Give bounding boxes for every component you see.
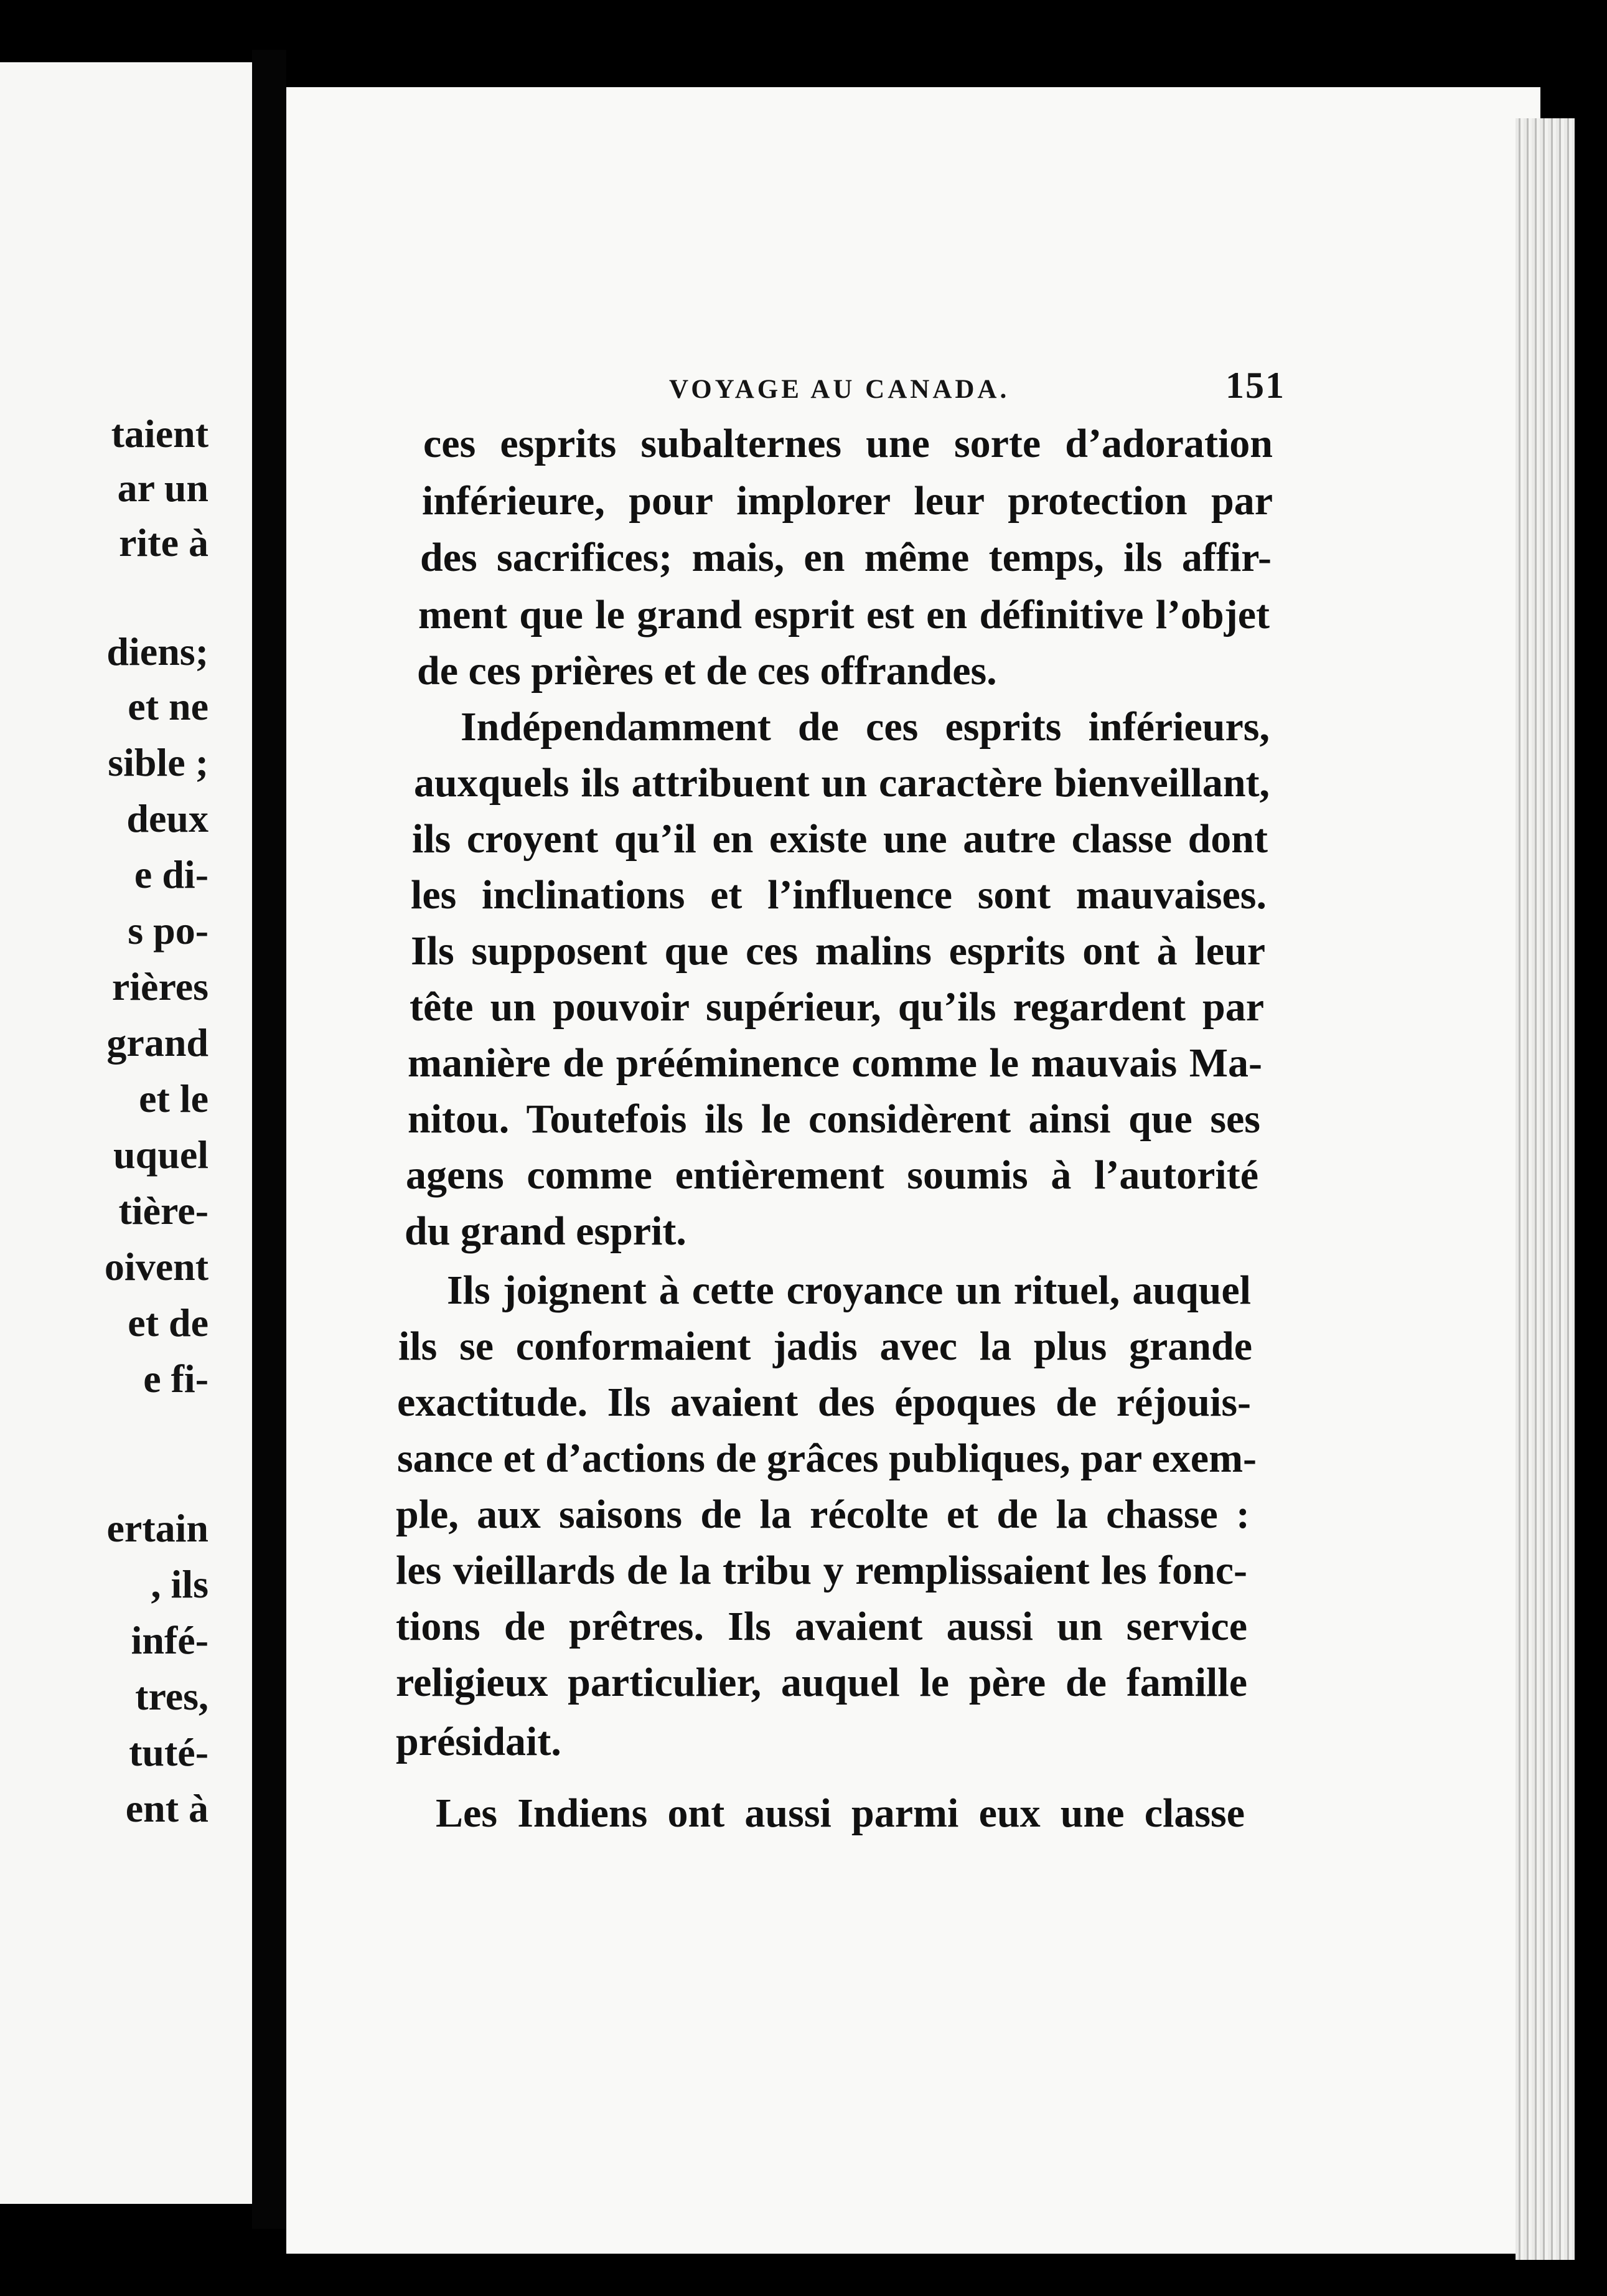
text-line: ils se conformaient jadis avec la plus grande: [398, 1324, 1252, 1369]
left-page-line: et le: [139, 1076, 208, 1121]
left-page-line: sible ;: [108, 740, 208, 784]
left-page-line: s po-: [128, 908, 208, 953]
left-page-line: tuté-: [129, 1730, 208, 1774]
left-page-line: et de: [128, 1301, 208, 1345]
page-edge-stack: [1516, 118, 1575, 2260]
text-line: ils croyent qu’il en existe une autre classe dont: [412, 816, 1268, 862]
page-header: [669, 364, 1285, 407]
text-line: Les Indiens ont aussi parmi eux une classe: [436, 1790, 1245, 1836]
left-page-line: ertain: [106, 1506, 208, 1550]
text-line: ple, aux saisons de la récolte et de la chasse :: [396, 1492, 1250, 1537]
book-gutter: [252, 50, 286, 2229]
left-page-line: tres,: [135, 1674, 208, 1718]
left-page-line: e fi-: [143, 1357, 208, 1401]
left-page-line: tière-: [118, 1188, 208, 1233]
left-page-line: rières: [111, 964, 208, 1009]
left-page-line: infé-: [131, 1618, 208, 1662]
running-title: VOYAGE AU CANADA.: [669, 375, 1010, 404]
left-page-line: grand: [106, 1020, 208, 1065]
text-line: des sacrifices; mais, en même temps, ils affir-: [420, 535, 1272, 580]
text-line: agens comme entièrement soumis à l’autorité: [406, 1152, 1258, 1198]
left-page-line: uquel: [113, 1132, 208, 1177]
left-page-line: deux: [126, 796, 208, 840]
text-line: exactitude. Ils avaient des époques de réjouis-: [397, 1380, 1251, 1425]
text-line: auxquels ils attribuent un caractère bienveillant,: [414, 760, 1270, 806]
text-line: les vieillards de la tribu y remplissaient les fonc-: [396, 1548, 1247, 1593]
text-line: ces esprits subalternes une sorte d’adoration: [423, 421, 1273, 466]
left-facing-page: [0, 62, 252, 2204]
page-number: 151: [1225, 365, 1285, 406]
left-page-line: ent à: [125, 1786, 208, 1830]
text-line: du grand esprit.: [405, 1208, 686, 1254]
left-page-line: taient: [111, 412, 208, 456]
text-line: manière de prééminence comme le mauvais Ma-: [408, 1040, 1262, 1086]
text-line: tête un pouvoir supérieur, qu’ils regardent par: [410, 984, 1264, 1030]
text-line: les inclinations et l’influence sont mauvaises.: [411, 872, 1267, 918]
text-line: nitou. Toutefois ils le considèrent ainsi que ses: [408, 1096, 1260, 1142]
text-line: sance et d’actions de grâces publiques, par exem-: [397, 1436, 1257, 1481]
text-line: Indépendamment de ces esprits inférieurs,: [461, 704, 1270, 750]
text-line: ment que le grand esprit est en définitive l’objet: [418, 592, 1270, 638]
text-line: présidait.: [396, 1719, 561, 1764]
left-page-line: diens;: [106, 629, 208, 674]
text-line: inférieure, pour implorer leur protection par: [422, 478, 1273, 524]
text-line: tions de prêtres. Ils avaient aussi un service: [396, 1604, 1247, 1649]
text-line: Ils supposent que ces malins esprits ont à leur: [411, 928, 1265, 974]
text-line: religieux particulier, auquel le père de famille: [396, 1660, 1247, 1705]
left-page-line: , ils: [151, 1562, 208, 1606]
left-page-line: e di-: [134, 852, 208, 896]
left-page-line: oivent: [104, 1244, 208, 1289]
left-page-line: rite à: [119, 520, 208, 565]
left-page-line: et ne: [128, 684, 208, 728]
text-line: de ces prières et de ces offrandes.: [417, 648, 997, 694]
left-page-line: ar un: [117, 466, 208, 510]
text-line: Ils joignent à cette croyance un rituel, auquel: [447, 1268, 1251, 1313]
